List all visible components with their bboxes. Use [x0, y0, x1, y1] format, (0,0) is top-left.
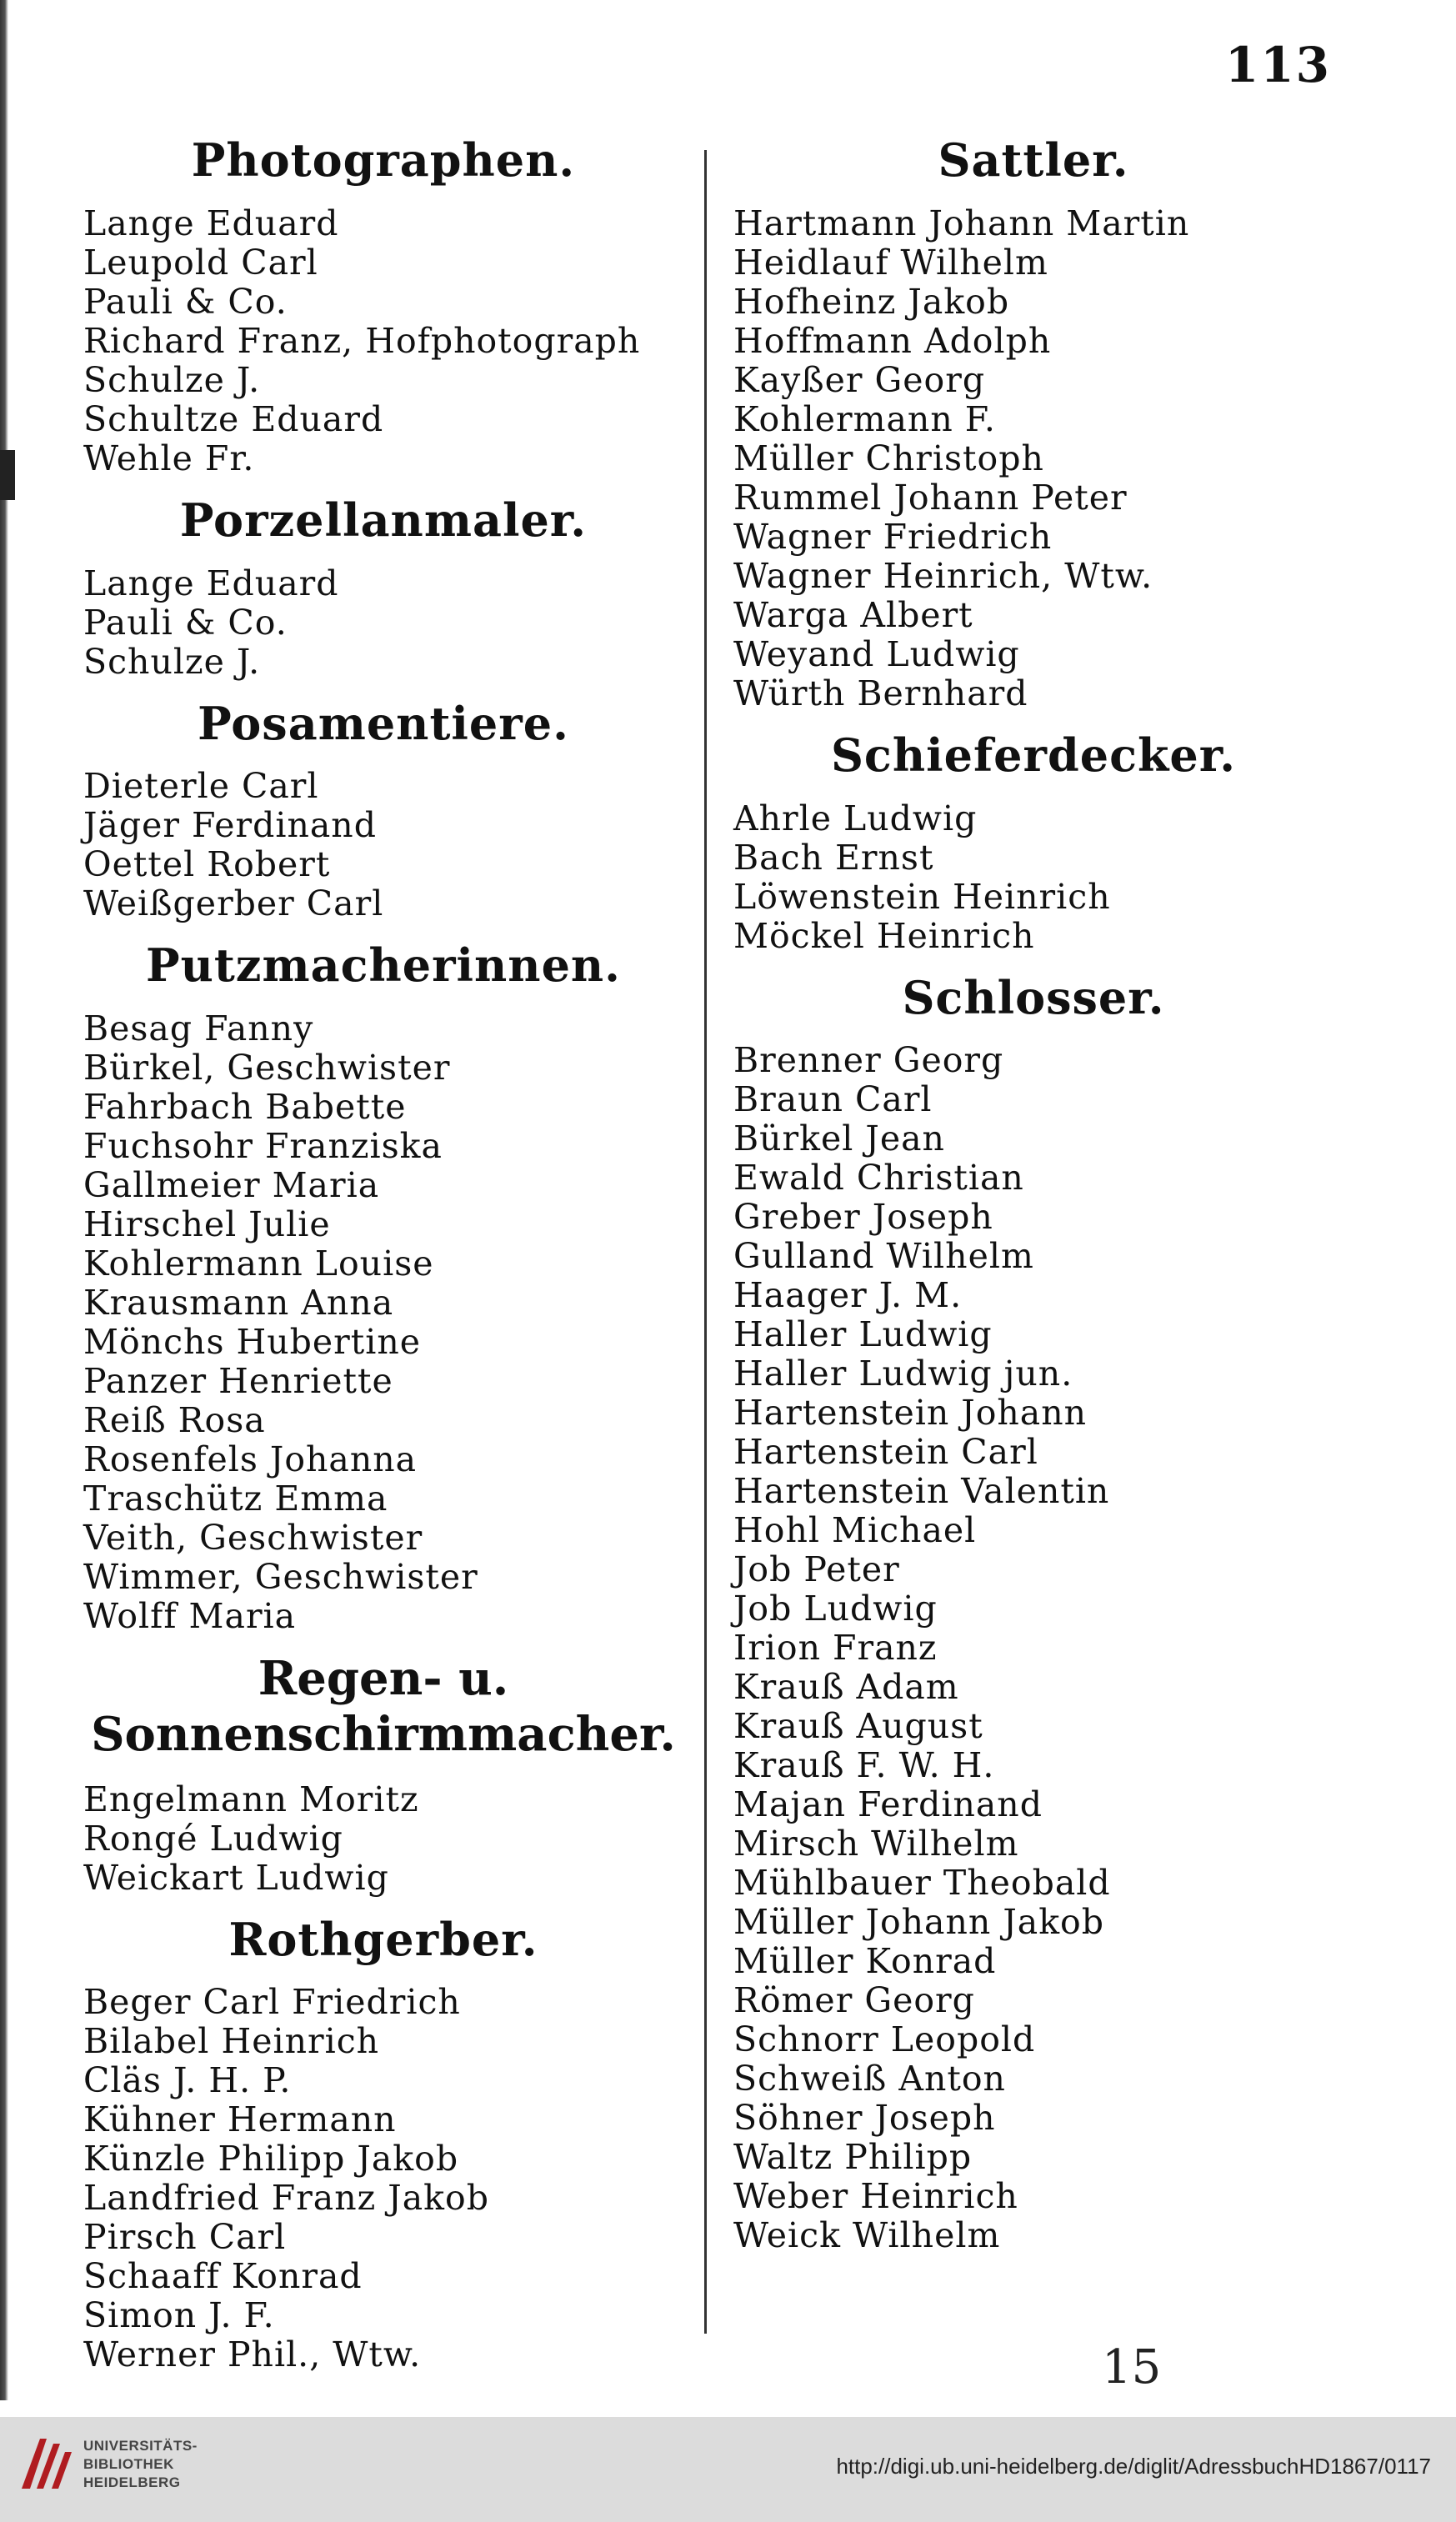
entry-list: [83, 1983, 683, 2374]
section-heading: Porzellanmaler.: [179, 493, 588, 547]
directory-entry: Majan Ferdinand: [733, 1784, 1043, 1825]
logo-line: UNIVERSITÄTS-: [83, 2438, 198, 2454]
directory-entry: Lange Eduard: [83, 563, 339, 603]
section-regenschirmmacher: [83, 1651, 683, 1897]
directory-entry: Beger Carl Friedrich: [83, 1982, 461, 2023]
directory-entry: Löwenstein Heinrich: [733, 876, 1111, 917]
page-edge-shadow: [0, 0, 8, 2400]
section-heading: Schieferdecker.: [830, 728, 1237, 782]
directory-entry: Möckel Heinrich: [733, 915, 1035, 956]
directory-entry: Landfried Franz Jakob: [83, 2178, 489, 2219]
entry-list: [733, 799, 1333, 956]
directory-entry: Brenner Georg: [733, 1040, 1004, 1081]
directory-entry: Fahrbach Babette: [83, 1087, 407, 1128]
directory-entry: Traschütz Emma: [83, 1479, 388, 1519]
directory-entry: Rummel Johann Peter: [733, 477, 1128, 518]
entry-list: [733, 204, 1333, 713]
section-heading: Schlosser.: [902, 970, 1165, 1024]
directory-entry: Heidlauf Wilhelm: [733, 242, 1048, 283]
directory-entry: Irion Franz: [733, 1628, 938, 1669]
section-rothgerber: [83, 1913, 683, 2375]
directory-entry: Jäger Ferdinand: [83, 805, 377, 846]
directory-entry: Wagner Heinrich, Wtw.: [733, 555, 1153, 596]
directory-entry: Schulze J.: [83, 359, 261, 400]
directory-entry: Waltz Philipp: [733, 2137, 973, 2178]
entry-list: [83, 1009, 683, 1636]
directory-entry: Weißgerber Carl: [83, 883, 384, 924]
directory-entry: Wagner Friedrich: [733, 516, 1053, 557]
directory-entry: Schultze Eduard: [83, 398, 384, 439]
directory-entry: Ewald Christian: [733, 1158, 1024, 1198]
section-heading: Posamentiere.: [198, 696, 569, 750]
directory-entry: Reiß Rosa: [83, 1400, 266, 1441]
directory-entry: Hoffmann Adolph: [733, 320, 1052, 361]
directory-entry: Kayßer Georg: [733, 359, 986, 400]
directory-entry: Panzer Henriette: [83, 1361, 393, 1402]
directory-entry: Kühner Hermann: [83, 2099, 397, 2140]
directory-entry: Richard Franz, Hofphotograph: [83, 320, 641, 361]
directory-entry: Müller Konrad: [733, 1941, 997, 1982]
logo-line: BIBLIOTHEK: [83, 2456, 174, 2472]
footer-bar: [0, 2417, 1456, 2522]
directory-entry: Müller Christoph: [733, 438, 1044, 478]
directory-entry: Dieterle Carl: [83, 766, 319, 807]
directory-entry: Schweiß Anton: [733, 2059, 1006, 2099]
directory-entry: Job Ludwig: [733, 1589, 938, 1629]
directory-entry: Engelmann Moritz: [83, 1779, 419, 1819]
directory-entry: Warga Albert: [733, 594, 973, 635]
directory-entry: Job Peter: [733, 1549, 900, 1590]
section-posamentiere: [83, 697, 683, 924]
directory-entry: Krausmann Anna: [83, 1283, 394, 1324]
directory-entry: Bilabel Heinrich: [83, 2021, 380, 2062]
directory-entry: Fuchsohr Franziska: [83, 1126, 443, 1167]
directory-entry: Ahrle Ludwig: [733, 798, 978, 838]
directory-entry: Hartenstein Carl: [733, 1432, 1038, 1473]
directory-entry: Pirsch Carl: [83, 2217, 287, 2258]
column-divider: [704, 150, 707, 2334]
directory-entry: Krauß August: [733, 1706, 983, 1747]
directory-entry: Hirschel Julie: [83, 1204, 331, 1245]
section-heading: Regen- u. Sonnenschirmmacher.: [91, 1651, 676, 1763]
directory-entry: Haller Ludwig jun.: [733, 1354, 1073, 1394]
directory-entry: Cläs J. H. P.: [83, 2060, 292, 2101]
entry-list: [83, 1780, 683, 1898]
section-porzellanmaler: [83, 493, 683, 682]
library-logo-text: [83, 2437, 198, 2492]
section-sattler: [733, 133, 1333, 713]
directory-entry: Schaaff Konrad: [83, 2256, 363, 2297]
directory-entry: Rongé Ludwig: [83, 1818, 343, 1859]
section-heading: Putzmacherinnen.: [145, 938, 621, 993]
directory-entry: Mönchs Hubertine: [83, 1322, 422, 1363]
signature-mark: 15: [1102, 2340, 1162, 2394]
entry-list: [83, 564, 683, 682]
directory-entry: Schnorr Leopold: [733, 2019, 1036, 2060]
page-number: 113: [1224, 37, 1331, 93]
directory-entry: Oettel Robert: [83, 844, 331, 885]
directory-entry: Bürkel Jean: [733, 1118, 945, 1159]
entry-list: [83, 204, 683, 478]
directory-entry: Kohlermann F.: [733, 398, 996, 439]
directory-entry: Braun Carl: [733, 1079, 933, 1120]
directory-entry: Kohlermann Louise: [83, 1243, 434, 1284]
directory-entry: Weickart Ludwig: [83, 1857, 389, 1898]
directory-entry: Bach Ernst: [733, 837, 934, 878]
directory-entry: Hohl Michael: [733, 1510, 977, 1551]
directory-entry: Gulland Wilhelm: [733, 1236, 1034, 1277]
directory-entry: Hofheinz Jakob: [733, 281, 1010, 322]
section-heading: Rothgerber.: [228, 1912, 538, 1966]
directory-entry: Haller Ludwig: [733, 1314, 993, 1355]
directory-entry: Künzle Philipp Jakob: [83, 2139, 459, 2179]
directory-entry: Hartmann Johann Martin: [733, 203, 1190, 243]
section-schieferdecker: [733, 728, 1333, 956]
directory-entry: Weick Wilhelm: [733, 2215, 1001, 2256]
directory-entry: Krauß F. W. H.: [733, 1745, 995, 1786]
directory-entry: Hartenstein Johann: [733, 1393, 1088, 1434]
directory-entry: Leupold Carl: [83, 242, 318, 283]
directory-entry: Greber Joseph: [733, 1197, 993, 1238]
directory-entry: Gallmeier Maria: [83, 1165, 380, 1206]
directory-entry: Veith, Geschwister: [83, 1518, 423, 1559]
directory-entry: Würth Bernhard: [733, 673, 1028, 713]
directory-entry: Schulze J.: [83, 641, 261, 682]
directory-entry: Bürkel, Geschwister: [83, 1048, 451, 1088]
section-schlosser: [733, 971, 1333, 2256]
directory-entry: Wimmer, Geschwister: [83, 1557, 478, 1598]
directory-entry: Weber Heinrich: [733, 2176, 1018, 2217]
directory-entry: Wehle Fr.: [83, 438, 255, 478]
right-column: [733, 133, 1333, 2270]
section-putzmacherinnen: [83, 938, 683, 1636]
directory-entry: Werner Phil., Wtw.: [83, 2334, 422, 2375]
directory-entry: Pauli & Co.: [83, 602, 288, 643]
directory-entry: Mühlbauer Theobald: [733, 1863, 1111, 1904]
library-logo-icon: [15, 2430, 80, 2495]
entry-list: [83, 767, 683, 923]
left-column: [83, 133, 683, 2389]
directory-entry: Römer Georg: [733, 1980, 975, 2021]
section-heading: Photographen.: [191, 133, 576, 187]
logo-line: HEIDELBERG: [83, 2474, 181, 2490]
source-url-link[interactable]: http://digi.ub.uni-heidelberg.de/diglit/AdressbuchHD1867/0117: [836, 2454, 1431, 2479]
directory-entry: Rosenfels Johanna: [83, 1439, 418, 1480]
directory-entry: Lange Eduard: [83, 203, 339, 243]
entry-list: [733, 1041, 1333, 2255]
directory-entry: Krauß Adam: [733, 1667, 959, 1708]
directory-entry: Müller Johann Jakob: [733, 1902, 1104, 1943]
directory-entry: Simon J. F.: [83, 2295, 275, 2336]
directory-entry: Hartenstein Valentin: [733, 1471, 1110, 1512]
directory-entry: Pauli & Co.: [83, 281, 288, 322]
directory-entry: Mirsch Wilhelm: [733, 1824, 1019, 1864]
section-heading: Sattler.: [938, 133, 1129, 187]
directory-entry: Haager J. M.: [733, 1275, 963, 1316]
page-edge-mark: [0, 450, 15, 500]
directory-entry: Besag Fanny: [83, 1008, 314, 1049]
directory-entry: Söhner Joseph: [733, 2098, 996, 2139]
directory-entry: Weyand Ludwig: [733, 633, 1020, 674]
directory-entry: Wolff Maria: [83, 1596, 297, 1637]
section-photographen: [83, 133, 683, 478]
